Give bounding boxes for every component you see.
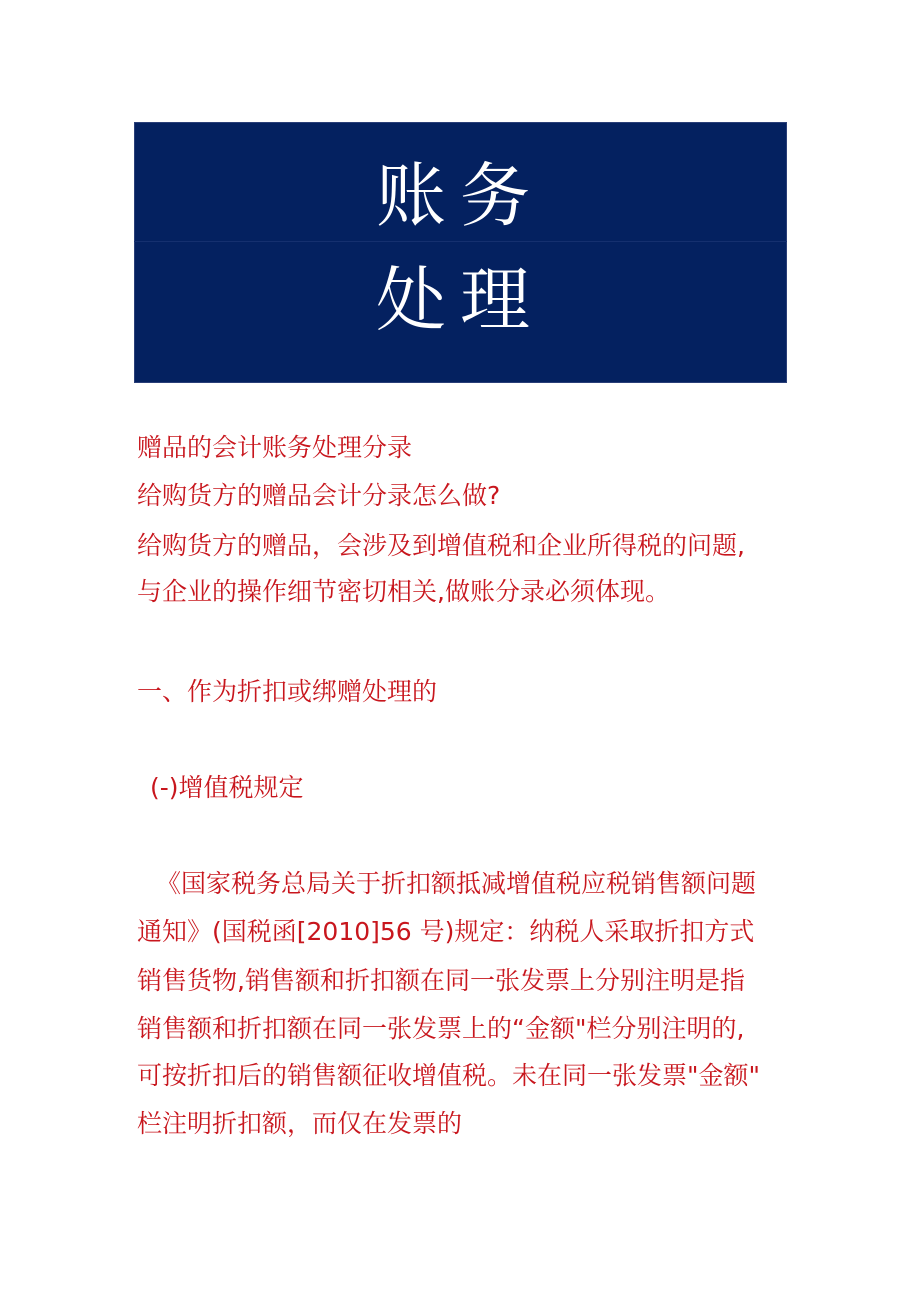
paragraph-line-3: 销售货物,销售额和折扣额在同一张发票上分别注明是指 <box>137 966 745 995</box>
section-heading: 一、作为折扣或绑赠处理的 <box>137 677 438 706</box>
paragraph-line-1: 《国家税务总局关于折扣额抵减增值税应税销售额问题 <box>156 869 757 898</box>
paragraph-line-5: 可按折扣后的销售额征收增值税。未在同一张发票"金额" <box>137 1061 761 1090</box>
subsection-heading: (-)增值税规定 <box>150 773 304 802</box>
intro-paragraph-line-1: 给购货方的赠品，会涉及到增值税和企业所得税的问题, <box>137 531 745 560</box>
cover-divider <box>134 241 787 242</box>
article-question: 给购货方的赠品会计分录怎么做? <box>137 481 501 510</box>
cover-title-line-1: 账务 <box>376 155 544 237</box>
article-title: 赠品的会计账务处理分录 <box>137 433 413 462</box>
paragraph-line-4: 销售额和折扣额在同一张发票上的“金额"栏分别注明的, <box>137 1014 745 1043</box>
cover-title-line-2: 处理 <box>376 259 544 341</box>
paragraph-line-6: 栏注明折扣额，而仅在发票的 <box>137 1109 463 1138</box>
intro-paragraph-line-2: 与企业的操作细节密切相关,做账分录必须体现。 <box>137 577 670 606</box>
paragraph-line-2: 通知》(国税函[2010]56 号)规定：纳税人采取折扣方式 <box>137 917 755 946</box>
